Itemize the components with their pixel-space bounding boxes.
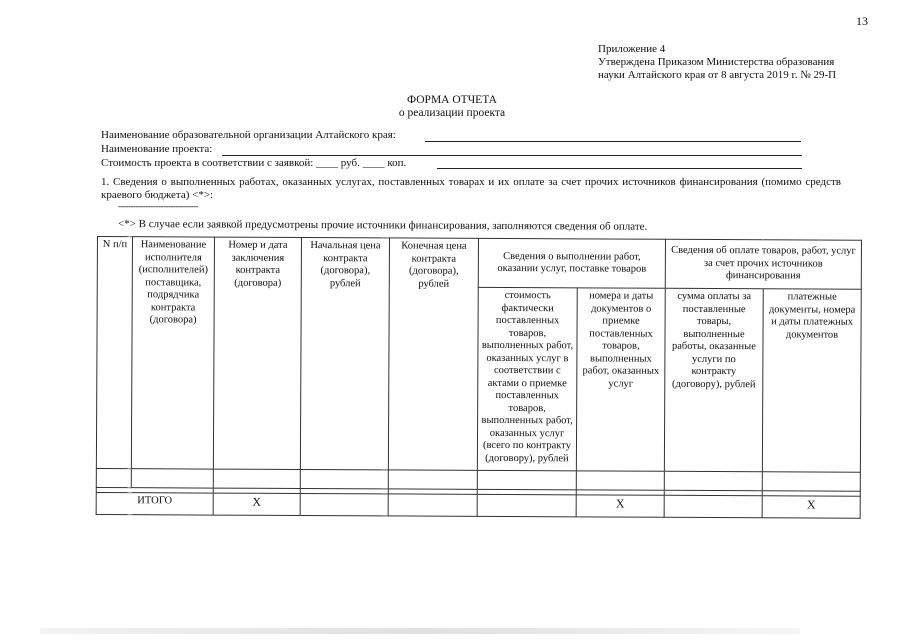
table-cell[interactable] bbox=[664, 471, 762, 490]
subheader-payment-docs: платежные документы, номера и даты платежных документов bbox=[762, 289, 861, 472]
table-cell[interactable] bbox=[388, 470, 477, 489]
table-cell[interactable] bbox=[477, 470, 576, 489]
table-cell[interactable] bbox=[300, 469, 388, 488]
form-title-block bbox=[0, 94, 904, 120]
header-initial-price: Начальная цена контракта (договора), рублей bbox=[300, 237, 389, 469]
header-final-price: Конечная цена контракта (договора), рублей bbox=[388, 238, 478, 470]
header-group-performance: Сведения о выполнении работ, оказании услуг, поставке товаров bbox=[478, 238, 665, 288]
table-cell[interactable] bbox=[131, 469, 213, 488]
total-x-payment-docs: X bbox=[762, 496, 860, 518]
appendix-block bbox=[598, 43, 836, 82]
appendix-line-2: Утверждена Приказом Министерства образования bbox=[598, 56, 835, 68]
subheader-acceptance-docs: номера и даты документов о приемке поставленных товаров, выполненных работ, оказанных услуг bbox=[576, 288, 665, 471]
footnote-divider: -------------------------------- bbox=[118, 201, 198, 211]
total-payment-sum[interactable] bbox=[664, 495, 762, 517]
appendix-line-3: науки Алтайского края от 8 августа 2019 г. № 29-П bbox=[598, 69, 837, 81]
form-title: ФОРМА ОТЧЕТА bbox=[407, 94, 497, 106]
header-group-payment: Сведения об оплате товаров, работ, услуг за счет прочих источников финансирования bbox=[665, 239, 861, 289]
project-label: Наименование проекта: bbox=[101, 143, 213, 155]
table-cell[interactable] bbox=[213, 469, 300, 488]
subheader-payment-sum: сумма оплаты за поставленные товары, выполненные работы, оказанные услуги по контракту (договору), рублей bbox=[664, 288, 763, 471]
page-number: 13 bbox=[856, 14, 868, 28]
cost-text: Стоимость проекта в соответствии с заявкой: ____ руб. ____ коп. bbox=[101, 157, 407, 169]
form-subtitle: о реализации проекта bbox=[398, 107, 506, 119]
total-final-price[interactable] bbox=[388, 494, 477, 516]
footnote: <*> В случае если заявкой предусмотрены прочие источники финансирования, заполняются сведения об оплате. bbox=[117, 218, 648, 233]
table-cell[interactable] bbox=[576, 471, 664, 490]
total-x-contract: X bbox=[213, 493, 300, 515]
header-contract-number-date: Номер и дата заключения контракта (договора) bbox=[213, 237, 301, 469]
cost-fill-line bbox=[437, 168, 802, 169]
total-initial-price[interactable] bbox=[300, 493, 388, 515]
subheader-actual-cost: стоимость фактически поставленных товаров, выполненных работ, оказанных услуг в соответствии с актами о приемке поставленных товаров, выполненных работ, оказанных услуг (всего по контракту (договору), рублей bbox=[477, 287, 577, 470]
section-1-text: 1. Сведения о выполненных работах, оказанных услугах, поставленных товарах и их оплате за счет прочих источников финансирования (помимо средств краевого бюджета) <*>: bbox=[101, 176, 841, 201]
report-table bbox=[96, 236, 862, 519]
organization-fill-line bbox=[425, 141, 801, 142]
total-actual-cost[interactable] bbox=[477, 494, 576, 516]
organization-label: Наименование образовательной организации Алтайского края: bbox=[101, 129, 396, 141]
scan-edge-shadow bbox=[40, 628, 800, 634]
table-cell[interactable] bbox=[96, 468, 131, 487]
header-number: N п/п bbox=[96, 237, 132, 469]
header-executor: Наименование исполнителя (исполнителей) поставщика, подрядчика контракта (договора) bbox=[131, 237, 214, 469]
appendix-line-1: Приложение 4 bbox=[598, 43, 666, 55]
table-cell[interactable] bbox=[762, 472, 860, 491]
total-x-acceptance: X bbox=[576, 495, 664, 517]
project-fill-line bbox=[222, 155, 802, 156]
total-label: ИТОГО bbox=[96, 492, 213, 515]
table-row-total bbox=[96, 492, 860, 518]
